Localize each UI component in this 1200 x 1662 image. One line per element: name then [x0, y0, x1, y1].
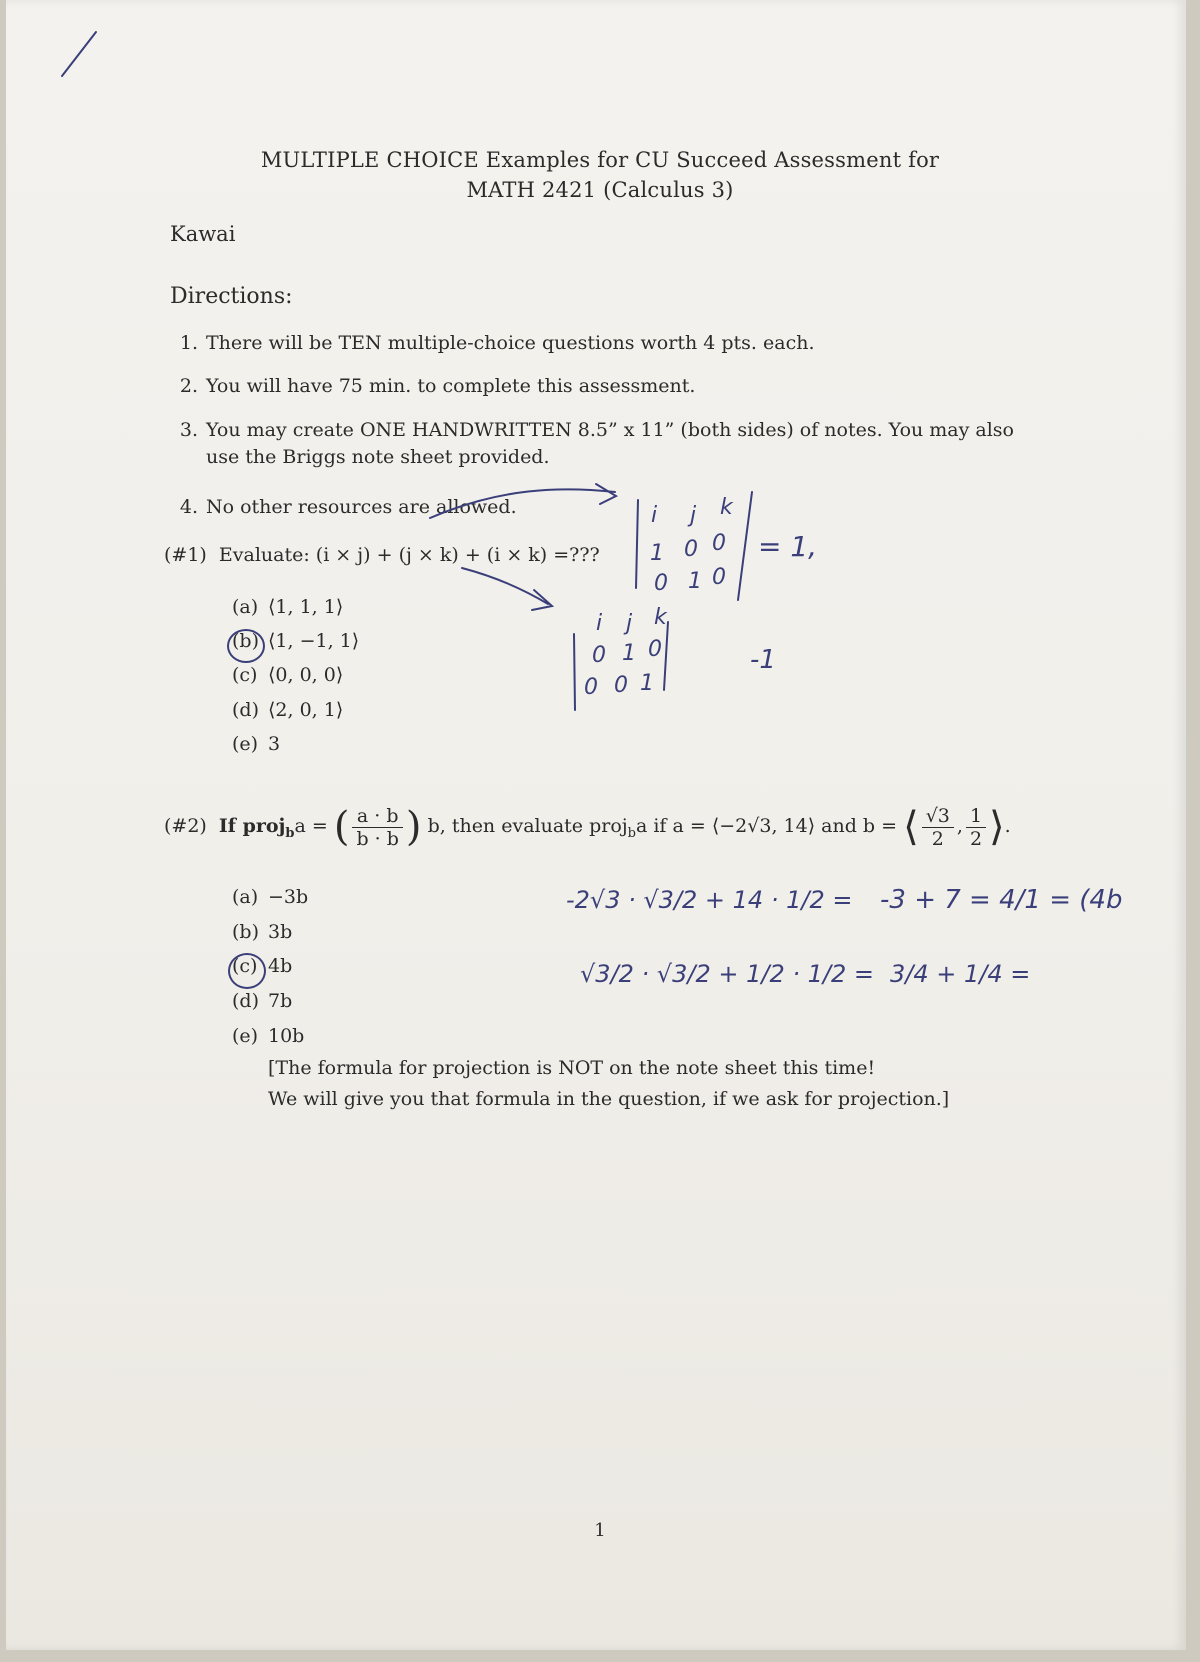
option-value: ⟨1, 1, 1⟩ — [268, 596, 344, 618]
proj-a-eq: a = — [294, 815, 328, 837]
option-value: 3b — [268, 921, 293, 943]
page-number: 1 — [594, 1520, 606, 1541]
option-letter: (a) — [232, 886, 259, 908]
q2-work-result-1: -3 + 7 = 4/1 = (4b — [880, 885, 1123, 915]
m2-r3c2: 0 — [614, 673, 628, 698]
m2-result: -1 — [750, 645, 776, 675]
direction-text: There will be TEN multiple-choice questions worth 4 pts. each. — [206, 332, 815, 354]
corner-tick-mark — [62, 32, 96, 76]
m1-r1c2: j — [690, 503, 697, 528]
left-angle: ⟨ — [903, 804, 919, 850]
proj-text: If proj — [218, 815, 286, 837]
arrow-stroke-2 — [462, 568, 548, 604]
direction-text: You may create ONE HANDWRITTEN 8.5” x 11” (both sides) of notes. You may also use the Briggs note sheet provided. — [206, 419, 1015, 468]
option-letter: (c) — [232, 955, 258, 977]
question-2: (#2) If proj$_b$a = ( $\frac{a \cdot b}{b \cdot b}$ ) b, then evaluate proj$_b$a if a = ⟨−2√3, 14⟩ and b = ⟨ $\frac{√3}{2}$ , $\frac{1}{2}$ ⟩. — [164, 804, 1011, 850]
option-letter: (c) — [232, 664, 258, 686]
option-value: 7b — [268, 990, 293, 1012]
frac-numerator: a · b — [352, 805, 402, 828]
direction-text: No other resources are allowed. — [206, 496, 517, 518]
document-title-line1: MULTIPLE CHOICE Examples for CU Succeed Assessment for — [260, 148, 940, 172]
matrix1-left-bar — [636, 500, 638, 588]
option-letter: (e) — [232, 733, 259, 755]
m2-r1c1: i — [596, 611, 603, 636]
b-num-2: 1 — [966, 805, 986, 828]
m1-r2c3: 0 — [712, 531, 726, 556]
m1-result: = 1, — [758, 530, 818, 563]
question-2-label: (#2) — [164, 815, 207, 837]
m2-r2c1: 0 — [592, 643, 606, 668]
matrix1-right-bar — [738, 492, 752, 600]
direction-number: 3. — [179, 419, 198, 441]
right-angle: ⟩ — [989, 804, 1005, 850]
document-title-line2: MATH 2421 (Calculus 3) — [466, 178, 734, 202]
option-value: 4b — [268, 955, 293, 977]
m1-r1c3: k — [720, 495, 733, 520]
option-letter: (d) — [232, 990, 259, 1012]
m2-r1c2: j — [626, 611, 633, 636]
proj-subscript-2: b — [627, 825, 636, 841]
option-value: 3 — [268, 733, 281, 755]
m2-r3c1: 0 — [584, 675, 598, 700]
m1-r2c1: 1 — [650, 541, 664, 566]
option-value: −3b — [268, 886, 309, 908]
author-name: Kawai — [170, 222, 236, 246]
option-letter: (b) — [232, 921, 259, 943]
option-value: ⟨2, 0, 1⟩ — [268, 699, 344, 721]
b-num-1: √3 — [922, 805, 954, 828]
option-letter: (e) — [232, 1025, 259, 1047]
question-1-text: Evaluate: (i × j) + (j × k) + (i × k) =??? — [218, 544, 600, 566]
proj-subscript: b — [285, 825, 295, 841]
arrow-head-1 — [596, 484, 616, 504]
m2-r1c3: k — [654, 605, 667, 630]
option-letter: (b) — [232, 630, 259, 652]
m2-r2c2: 1 — [622, 641, 636, 666]
option-value: ⟨0, 0, 0⟩ — [268, 664, 344, 686]
q2-work-result-2: 3/4 + 1/4 = — [890, 960, 1031, 988]
question-1-label: (#1) — [164, 544, 207, 566]
right-paren: ) — [405, 804, 422, 850]
b-den-1: 2 — [931, 827, 944, 850]
matrix2-right-bar — [664, 622, 668, 690]
m2-r2c3: 0 — [648, 637, 662, 662]
q2-middle-text-2: a if a = ⟨−2√3, 14⟩ and b = — [635, 815, 898, 837]
q2-work-line-2: √3/2 · √3/2 + 1/2 · 1/2 = — [580, 960, 874, 988]
direction-text: You will have 75 min. to complete this assessment. — [206, 375, 696, 397]
b-den-2: 2 — [969, 827, 983, 850]
direction-number: 1. — [179, 332, 198, 354]
direction-number: 4. — [179, 496, 198, 518]
q2-middle-text: b, then evaluate proj — [427, 815, 628, 837]
option-value: ⟨1, −1, 1⟩ — [268, 630, 360, 652]
option-letter: (d) — [232, 699, 259, 721]
m1-r3c3: 0 — [712, 565, 726, 590]
matrix2-left-bar — [574, 634, 575, 710]
q2-note-line-2: We will give you that formula in the question, if we ask for projection.] — [268, 1088, 950, 1110]
m1-r1c1: i — [651, 503, 658, 528]
option-value: 10b — [268, 1025, 305, 1047]
directions-heading: Directions: — [170, 284, 293, 309]
left-paren: ( — [333, 804, 350, 850]
m2-r3c3: 1 — [640, 671, 654, 696]
arrow-stroke-1 — [430, 489, 615, 518]
m1-r3c1: 0 — [654, 571, 668, 596]
q2-work-line-1: -2√3 · √3/2 + 14 · 1/2 = — [566, 886, 853, 914]
q2-note-line-1: [The formula for projection is NOT on the note sheet this time! — [268, 1057, 876, 1079]
option-letter: (a) — [232, 596, 259, 618]
frac-denominator: b · b — [356, 827, 399, 850]
m1-r2c2: 0 — [684, 537, 698, 562]
direction-number: 2. — [179, 375, 198, 397]
m1-r3c2: 1 — [688, 569, 702, 594]
